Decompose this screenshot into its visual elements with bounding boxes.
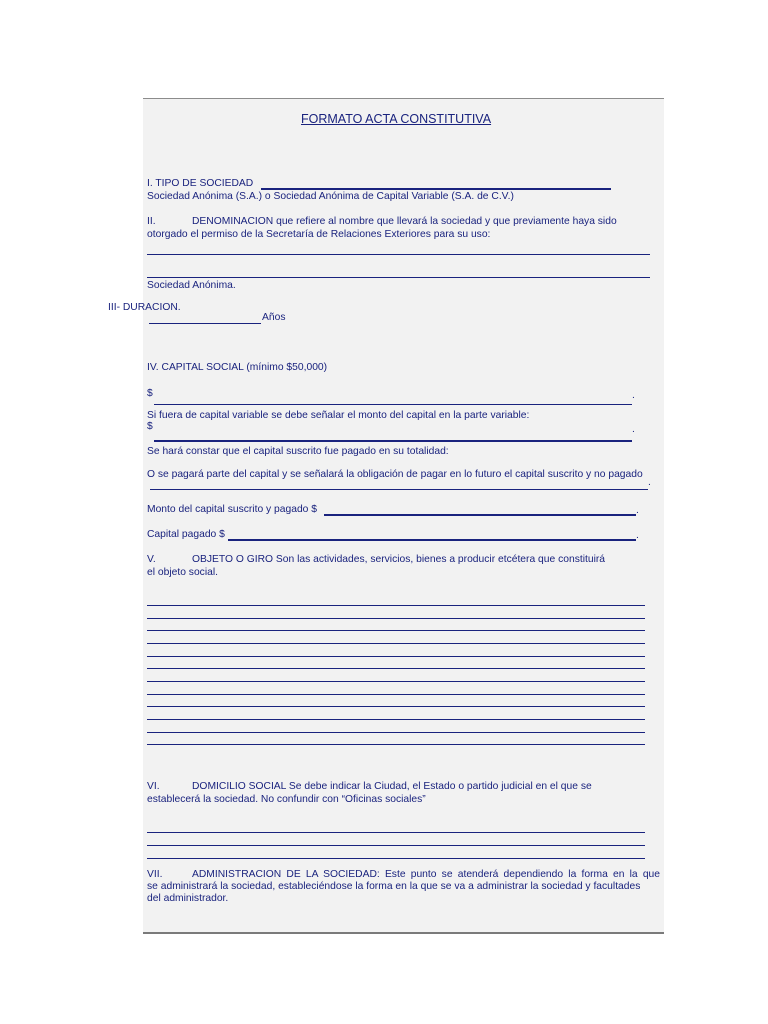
capital-currency-sign: $ (147, 388, 153, 399)
domicilio-number: VI. (147, 781, 160, 792)
domicilio-text-line2: establecerá la sociedad. No confundir con “Oficinas sociales” (147, 794, 426, 805)
capital-total-note: Se hará constar que el capital suscrito fue pagado en su totalidad: (147, 446, 449, 457)
duracion-unit: Años (262, 312, 286, 323)
objeto-field-line[interactable] (147, 643, 645, 644)
administracion-text-line2: se administrará la sociedad, estableciéndose la forma en la que se va a administrar la sociedad y facultades (147, 881, 641, 892)
objeto-field-line[interactable] (147, 732, 645, 733)
capital-partial-dot: . (648, 477, 651, 488)
capital-pagado-dot: . (636, 530, 639, 541)
capital-partial-field[interactable] (150, 489, 648, 490)
denominacion-suffix: Sociedad Anónima. (147, 280, 236, 291)
objeto-text-line1: OBJETO O GIRO Son las actividades, servicios, bienes a producir etcétera que constituirá (192, 554, 606, 565)
capital-pagado-field[interactable] (228, 539, 636, 541)
duracion-label: III- DURACION. (108, 302, 181, 313)
duracion-field[interactable] (149, 323, 261, 324)
objeto-field-line[interactable] (147, 656, 645, 657)
tipo-sociedad-field[interactable] (261, 188, 611, 190)
objeto-field-line[interactable] (147, 744, 645, 745)
capital-variable-field[interactable] (154, 440, 632, 442)
capital-variable-dot: . (632, 424, 635, 435)
domicilio-field-line[interactable] (147, 845, 645, 846)
objeto-field-line[interactable] (147, 618, 645, 619)
denominacion-field-1[interactable] (147, 254, 650, 255)
capital-suscrito-field[interactable] (324, 514, 636, 516)
objeto-field-line[interactable] (147, 630, 645, 631)
administracion-text-line3: del administrador. (147, 893, 229, 904)
capital-social-dot: . (632, 390, 635, 401)
administracion-text-line1: ADMINISTRACION DE LA SOCIEDAD: Este punto se atenderá dependiendo la forma en la que (192, 869, 660, 880)
objeto-text-line2: el objeto social. (147, 567, 218, 578)
objeto-field-line[interactable] (147, 719, 645, 720)
document-title: FORMATO ACTA CONSTITUTIVA (301, 112, 492, 126)
capital-partial-note: O se pagará parte del capital y se señalará la obligación de pagar en lo futuro el capital suscrito y no pagado (147, 469, 643, 480)
domicilio-text-line1: DOMICILIO SOCIAL Se debe indicar la Ciudad, el Estado o partido judicial en el que se (192, 781, 592, 792)
denominacion-field-2[interactable] (147, 277, 650, 278)
objeto-field-line[interactable] (147, 694, 645, 695)
capital-social-label: IV. CAPITAL SOCIAL (mínimo $50,000) (147, 362, 328, 373)
domicilio-field-line[interactable] (147, 832, 645, 833)
objeto-field-line[interactable] (147, 668, 645, 669)
objeto-field-line[interactable] (147, 706, 645, 707)
capital-variable-note: Si fuera de capital variable se debe señalar el monto del capital en la parte variable: (147, 410, 530, 421)
denominacion-number: II. (147, 216, 156, 227)
objeto-field-line[interactable] (147, 605, 645, 606)
capital-pagado-label: Capital pagado $ (147, 529, 225, 540)
capital-suscrito-dot: . (636, 505, 639, 516)
objeto-field-line[interactable] (147, 681, 645, 682)
capital-social-field[interactable] (154, 404, 632, 405)
domicilio-field-line[interactable] (147, 858, 645, 859)
tipo-sociedad-label: I. TIPO DE SOCIEDAD (147, 178, 254, 189)
administracion-number: VII. (147, 869, 163, 880)
denominacion-text-line2: otorgado el permiso de la Secretaría de Relaciones Exteriores para su uso: (147, 229, 491, 240)
capital-variable-currency-sign: $ (147, 421, 153, 432)
tipo-sociedad-note: Sociedad Anónima (S.A.) o Sociedad Anónima de Capital Variable (S.A. de C.V.) (147, 191, 514, 202)
denominacion-text-line1: DENOMINACION que refiere al nombre que llevará la sociedad y que previamente haya sido (192, 216, 617, 227)
capital-suscrito-label: Monto del capital suscrito y pagado $ (147, 504, 317, 515)
objeto-number: V. (147, 554, 156, 565)
